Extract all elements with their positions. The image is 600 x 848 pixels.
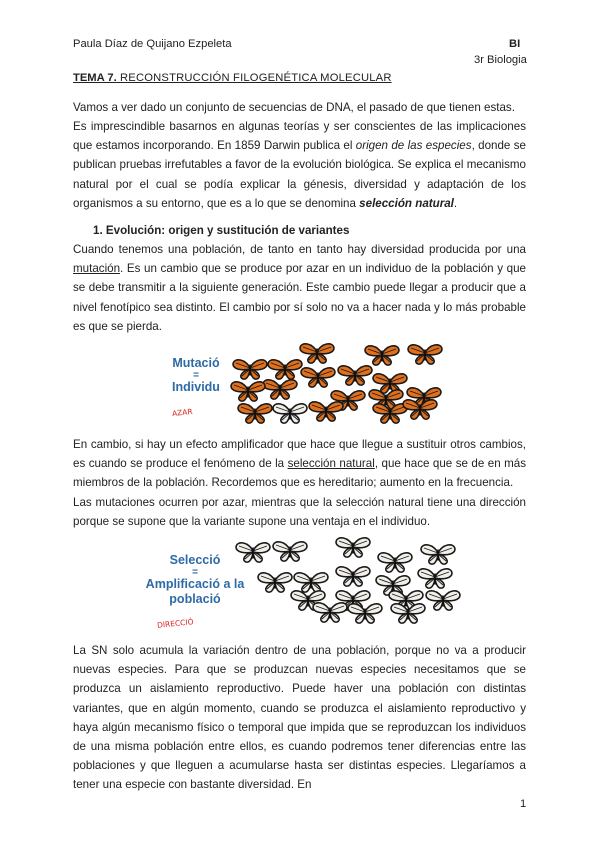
butterfly-icon bbox=[301, 368, 335, 387]
selection-paragraph: En cambio, si hay un efecto amplificador que hace que llegue a sustituir otros cambios, es cuando se produce el fenómeno de la selección natural, que hace que se de en más miembros de la población. Recordemos que es hereditario; aumento en la frecuencia. bbox=[73, 438, 526, 490]
butterfly-icon bbox=[294, 573, 328, 592]
butterfly-icon bbox=[418, 569, 452, 588]
butterfly-icon bbox=[273, 404, 307, 423]
butterfly-icon bbox=[236, 543, 270, 562]
butterfly-icon bbox=[336, 538, 370, 557]
butterfly-population-2 bbox=[145, 533, 465, 636]
butterfly-icon bbox=[421, 545, 455, 564]
butterfly-icon bbox=[258, 573, 292, 592]
intro-line: Vamos a ver dado un conjunto de secuencias de DNA, el pasado de que tienen estas. bbox=[73, 101, 515, 114]
butterfly-icon bbox=[365, 346, 399, 365]
header-course: 3r Biologia bbox=[474, 54, 527, 66]
title-text: RECONSTRUCCIÓN FILOGENÉTICA MOLECULAR bbox=[116, 72, 392, 84]
figure1-note: AZAR bbox=[171, 406, 194, 419]
figure-mutation bbox=[150, 340, 448, 425]
page-title bbox=[73, 72, 392, 84]
section-heading: 1. Evolución: origen y sustitución de variantes bbox=[93, 224, 350, 237]
butterfly-icon bbox=[348, 604, 382, 623]
mutation-vs-selection-paragraph: Las mutaciones ocurren por azar, mientras que la selección natural tiene una dirección porque se supone que la variante supone una ventaja en el individuo. bbox=[73, 496, 526, 529]
term-mutation: mutación bbox=[73, 262, 121, 276]
figure-selection bbox=[145, 533, 465, 636]
header-tag: BI bbox=[509, 38, 521, 50]
key-term-natural-selection: selección natural bbox=[359, 196, 454, 210]
butterfly-icon bbox=[233, 360, 267, 379]
butterfly-icon bbox=[338, 366, 372, 385]
butterfly-population-1 bbox=[150, 340, 448, 425]
mutation-paragraph: Cuando tenemos una población, de tanto en tanto hay diversidad producida por una mutación. Es un cambio que se produce por azar en un individuo de la población y que se debe transmitir a la siguiente generación. Este cambio puede llegar a producir que a nivel fenotípico sea distinto. El cambio por sí solo no va a hacer nada y lo más probable es que se pierda. bbox=[73, 243, 526, 333]
butterfly-icon bbox=[273, 542, 307, 561]
intro-paragraph: Es imprescindible basarnos en algunas teorías y ser conscientes de las implicaciones que estamos incorporando. En 1859 Darwin publica el origen de las especies, donde se publican pruebas irrefutables a favor de la evolución biológica. Se explica el mecanismo natural por el cual se podía explicar la génesis, diversidad y adaptación de los organismos a su entorno, que es a lo que se denomina selección natural. bbox=[73, 120, 526, 210]
butterfly-icon bbox=[408, 345, 442, 364]
figure2-label: Selecció = Amplificació a la població bbox=[145, 553, 245, 606]
book-title: origen de las especies bbox=[355, 139, 472, 153]
butterfly-icon bbox=[268, 360, 302, 379]
term-natural-selection: selección natural bbox=[287, 457, 375, 471]
butterfly-icon bbox=[336, 567, 370, 586]
butterfly-icon bbox=[231, 382, 265, 401]
header-author: Paula Díaz de Quijano Ezpeleta bbox=[73, 38, 232, 50]
butterfly-icon bbox=[238, 404, 272, 423]
figure1-label: Mutació = Individu bbox=[172, 356, 220, 394]
butterfly-icon bbox=[309, 402, 343, 421]
speciation-paragraph: La SN solo acumula la variación dentro de una población, porque no va a producir nuevas especies. Para que se produzcan nuevas especies necesitamos que se produzca un aislamiento reproductivo. Puede haver una población con distintas variantes, que en algún momento, cuando se produzca el aislamiento reproductivo y haya algún mecanismo físico o temporal que impida que se reproduzcan los individuos de una misma población entre ellos, es cuando podremos tener diferencias entre las poblaciones y que lleguen a acumularse hasta ser distintas especies. Llegaríamos a tener una especie con bastante diversidad. En bbox=[73, 644, 526, 792]
figure2-note: DIRECCIÓ bbox=[156, 617, 194, 630]
title-prefix: TEMA 7. bbox=[73, 72, 117, 84]
butterfly-icon bbox=[378, 553, 412, 572]
butterfly-icon bbox=[313, 603, 347, 622]
butterfly-icon bbox=[263, 380, 297, 399]
butterfly-icon bbox=[426, 591, 460, 610]
page-number: 1 bbox=[520, 798, 527, 810]
butterfly-icon bbox=[300, 344, 334, 363]
